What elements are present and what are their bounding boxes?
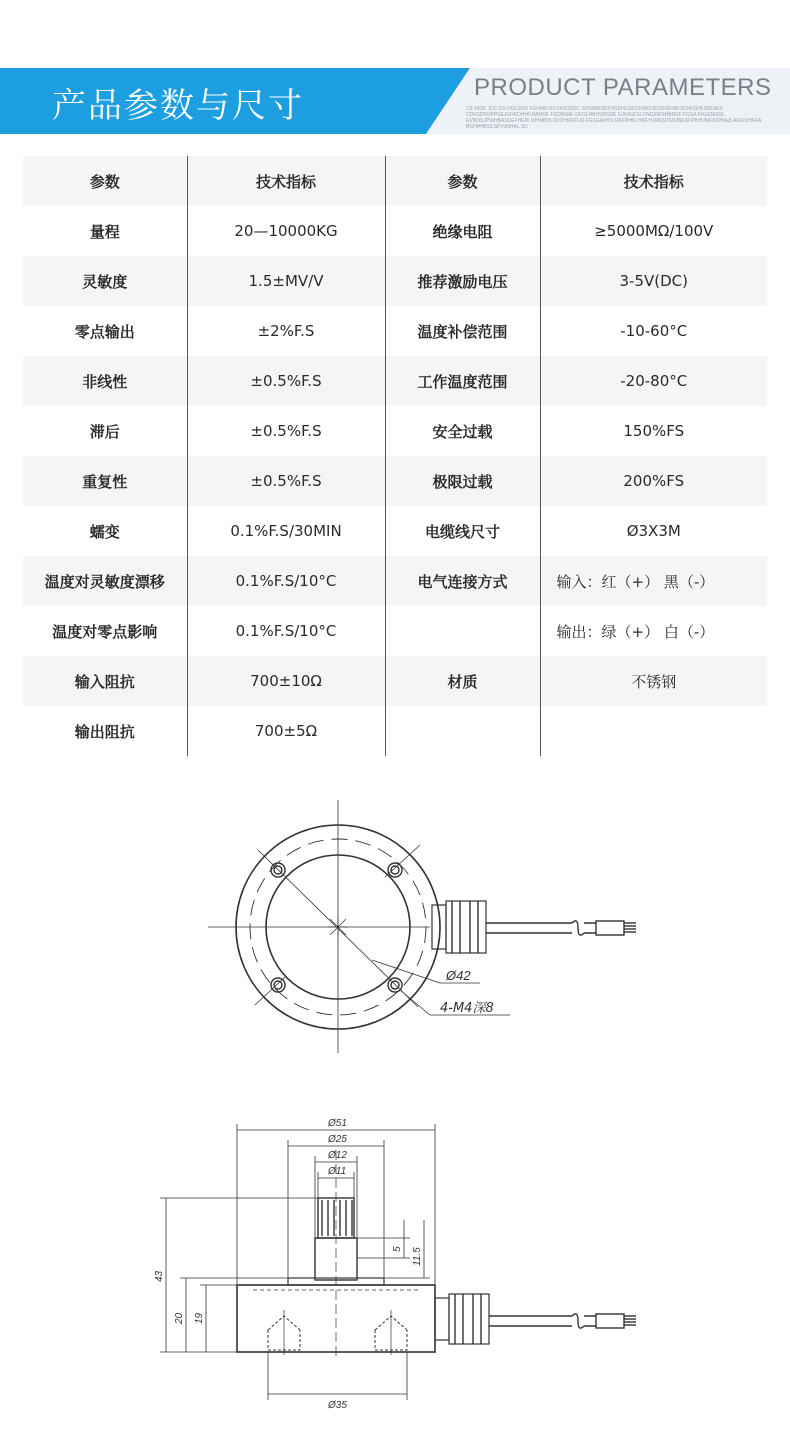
- dim-h43-label: 43: [154, 1270, 165, 1282]
- param-name-cell: 绝缘电阻: [385, 206, 540, 256]
- param-name-cell: 电气连接方式: [385, 556, 540, 606]
- param-value-cell: -20-80°C: [540, 356, 767, 406]
- param-name-cell: 蠕变: [23, 506, 187, 556]
- param-value-cell: ≥5000MΩ/100V: [540, 206, 767, 256]
- param-name-cell: 温度对灵敏度漂移: [23, 556, 187, 606]
- param-value-cell: Ø3X3M: [540, 506, 767, 556]
- param-name-cell: 极限过载: [385, 456, 540, 506]
- param-name-cell: [385, 706, 540, 756]
- table-row: [23, 556, 767, 606]
- param-value-cell: 20—10000KG: [187, 206, 385, 256]
- param-value-cell: ±0.5%F.S: [187, 406, 385, 456]
- param-name-cell: 安全过载: [385, 406, 540, 456]
- param-name-cell: 滞后: [23, 406, 187, 456]
- param-value-cell: [540, 706, 767, 756]
- dim-holes-label: 4-M4深8: [440, 1001, 494, 1016]
- dim-d11-label: Ø11: [328, 1166, 347, 1177]
- section-title-cn: 产品参数与尺寸: [52, 86, 304, 126]
- param-value-cell: ±2%F.S: [187, 306, 385, 356]
- table-row: [23, 306, 767, 356]
- param-name-cell: 非线性: [23, 356, 187, 406]
- table-row: [23, 256, 767, 306]
- table-row: [23, 356, 767, 406]
- param-value-cell: ±0.5%F.S: [187, 456, 385, 506]
- param-name-cell: 参数: [385, 156, 540, 206]
- param-name-cell: 灵敏度: [23, 256, 187, 306]
- table-row: [23, 456, 767, 506]
- param-name-cell: [385, 606, 540, 656]
- param-value-cell: 不锈钢: [540, 656, 767, 706]
- param-value-cell: 输出：绿（+） 白（-）: [540, 606, 767, 656]
- table-row: [23, 656, 767, 706]
- table-row: [23, 156, 767, 206]
- param-value-cell: 0.1%F.S/10°C: [187, 606, 385, 656]
- param-name-cell: 参数: [23, 156, 187, 206]
- param-name-cell: 温度补偿范围: [385, 306, 540, 356]
- param-name-cell: 重复性: [23, 456, 187, 506]
- param-value-cell: 技术指标: [187, 156, 385, 206]
- param-name-cell: 输入阻抗: [23, 656, 187, 706]
- dim-d51-label: Ø51: [328, 1118, 347, 1129]
- table-row: [23, 506, 767, 556]
- param-value-cell: 700±5Ω: [187, 706, 385, 756]
- top-view-drawing: [0, 795, 790, 1060]
- table-row: [23, 606, 767, 656]
- table-row: [23, 406, 767, 456]
- side-view-drawing: [0, 1110, 790, 1440]
- param-value-cell: 技术指标: [540, 156, 767, 206]
- dim-h11-5-label: 11.5: [412, 1247, 423, 1266]
- dim-h19-label: 19: [194, 1312, 205, 1324]
- param-value-cell: -10-60°C: [540, 306, 767, 356]
- dim-d25-label: Ø25: [328, 1134, 347, 1145]
- param-name-cell: 输出阻抗: [23, 706, 187, 756]
- param-value-cell: 200%FS: [540, 456, 767, 506]
- param-value-cell: 输入：红（+） 黑（-）: [540, 556, 767, 606]
- param-value-cell: 1.5±MV/V: [187, 256, 385, 306]
- dim-h20-label: 20: [174, 1312, 185, 1324]
- param-name-cell: 量程: [23, 206, 187, 256]
- param-value-cell: 0.1%F.S/10°C: [187, 556, 385, 606]
- table-row: [23, 206, 767, 256]
- section-title-en: PRODUCT PARAMETERS: [474, 74, 772, 101]
- param-value-cell: 700±10Ω: [187, 656, 385, 706]
- dim-d35-label: Ø35: [328, 1400, 347, 1411]
- dim-h5-label: 5: [392, 1246, 403, 1252]
- param-name-cell: 推荐激励电压: [385, 256, 540, 306]
- dim-d12-label: Ø12: [328, 1150, 347, 1161]
- section-subtitle-fine-print: CE HIDE JCC DS HGLSHD FGHMKSDI FKGSDFL SDWMKSDFHSDHLGEDFMKFSDSFGFMKSDHFGHLDBLMLF CDKSDFOPPSEJGHKDHHCHAHOF FGDBNAL DFGLHBHSNSDE GJKASDG FNCKWSHBDKF FGSA FHLENIESL EVNOSJPWHBASDEFHEIIL KHWBDLSVCHKDFLKLFGSGIAHDLGKFRHKLHDFHJRKSDSDJNESDPNHJNKJCPBAJLAVGIUHKFA BGHHHKDLSPVJNHAL SD: [466, 106, 762, 130]
- parameter-table: [23, 156, 767, 756]
- param-name-cell: 零点输出: [23, 306, 187, 356]
- dim-bore-label: Ø42: [446, 968, 471, 983]
- param-value-cell: ±0.5%F.S: [187, 356, 385, 406]
- param-value-cell: 0.1%F.S/30MIN: [187, 506, 385, 556]
- param-name-cell: 工作温度范围: [385, 356, 540, 406]
- table-row: [23, 706, 767, 756]
- param-name-cell: 电缆线尺寸: [385, 506, 540, 556]
- param-name-cell: 材质: [385, 656, 540, 706]
- param-value-cell: 3-5V(DC): [540, 256, 767, 306]
- param-value-cell: 150%FS: [540, 406, 767, 456]
- param-name-cell: 温度对零点影响: [23, 606, 187, 656]
- section-banner: [0, 68, 790, 134]
